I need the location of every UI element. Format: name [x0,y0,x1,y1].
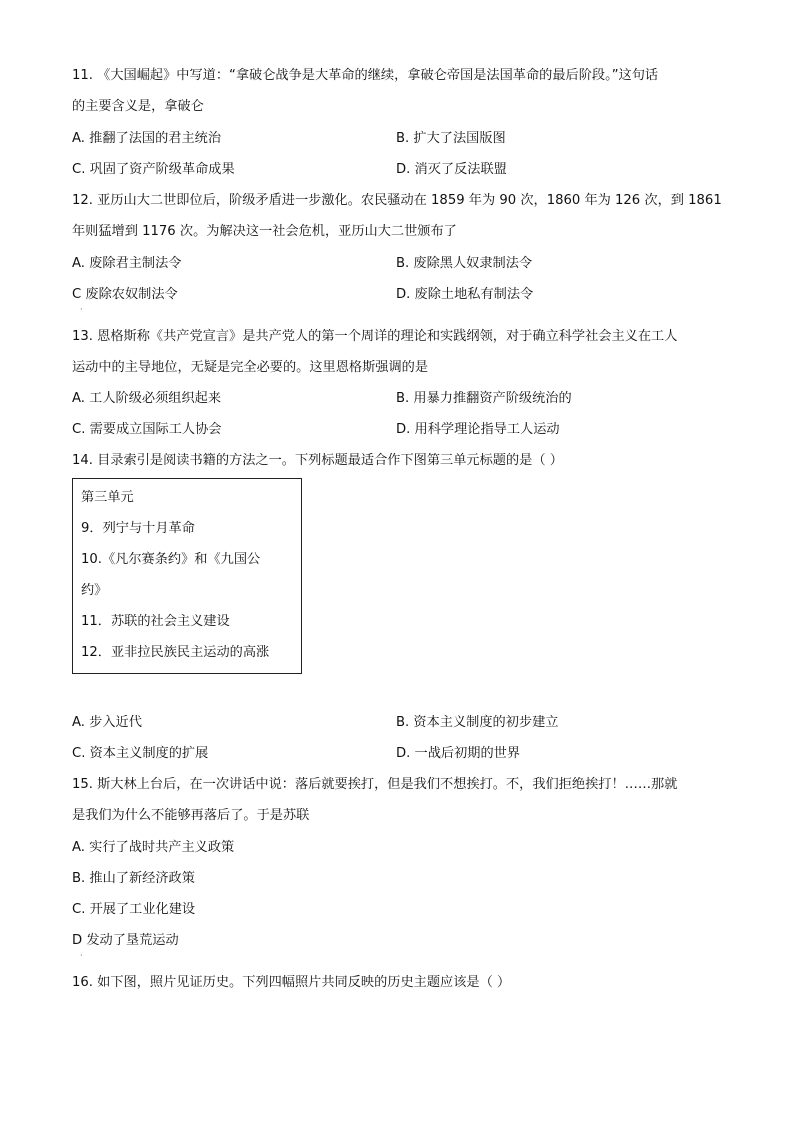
toc-item-10: 10.《凡尔赛条约》和《九国公 [81,552,261,567]
q12-option-c: C 废除农奴制法令 [72,287,178,302]
stray-dot-mark: · [80,951,83,960]
q12-stem-line-1: 12. 亚历山大二世即位后，阶级矛盾进一步激化。农民骚动在 1859 年为 90 次，1860 年为 126 次，到 1861 [72,193,722,208]
q14-option-c: C. 资本主义制度的扩展 [72,746,209,761]
q13-option-b: B. 用暴力推翻资产阶级统治的 [396,391,572,406]
q16-stem-line-1: 16. 如下图，照片见证历史。下列四幅照片共同反映的历史主题应该是（ ） [72,975,511,990]
q12-option-a: A. 废除君主制法令 [72,256,182,271]
q15-option-a: A. 实行了战时共产主义政策 [72,840,235,855]
q13-option-a: A. 工人阶级必须组织起来 [72,391,222,406]
toc-item-12: 12．亚非拉民族民主运动的高涨 [81,645,270,660]
q11-stem-line-2: 的主要含义是，拿破仑 [72,99,204,114]
q12-option-b: B. 废除黑人奴隶制法令 [396,256,533,271]
q13-option-c: C. 需要成立国际工人协会 [72,422,222,437]
q14-option-d: D. 一战后初期的世界 [396,746,521,761]
q15-stem-line-2: 是我们为什么不能够再落后了。于是苏联 [72,808,310,823]
q15-option-d: D 发动了垦荒运动 [72,933,179,948]
q13-option-d: D. 用科学理论指导工人运动 [396,422,560,437]
q14-option-b: B. 资本主义制度的初步建立 [396,715,559,730]
q11-option-b: B. 扩大了法国版图 [396,131,506,146]
q15-stem-line-1: 15. 斯大林上台后，在一次讲话中说：落后就要挨打，但是我们不想挨打。不，我们拒绝挨打！……那就 [72,777,678,792]
stray-dot-mark: · [80,305,83,314]
q11-option-d: D. 消灭了反法联盟 [396,162,507,177]
q14-stem-line-1: 14. 目录索引是阅读书籍的方法之一。下列标题最适合作下图第三单元标题的是（ ） [72,453,563,468]
q11-option-c: C. 巩固了资产阶级革命成果 [72,162,235,177]
q11-option-a: A. 推翻了法国的君主统治 [72,131,222,146]
toc-item-10-cont: 约》 [81,583,108,598]
q13-stem-line-1: 13. 恩格斯称《共产党宣言》是共产党人的第一个周详的理论和实践纲领，对于确立科学社会主义在工人 [72,329,678,344]
q11-stem-line-1: 11. 《大国崛起》中写道：“拿破仑战争是大革命的继续，拿破仑帝国是法国革命的最后阶段。”这句话 [72,68,659,83]
toc-item-9: 9．列宁与十月革命 [81,521,195,536]
table-of-contents-box [72,478,302,674]
toc-unit-title: 第三单元 [81,490,134,505]
q12-option-d: D. 废除土地私有制法令 [396,287,534,302]
q13-stem-line-2: 运动中的主导地位，无疑是完全必要的。这里恩格斯强调的是 [72,360,429,375]
q12-stem-line-2: 年则猛增到 1176 次。为解决这一社会危机，亚历山大二世颁布了 [72,224,457,239]
q15-option-b: B. 推山了新经济政策 [72,871,195,886]
q14-option-a: A. 步入近代 [72,715,142,730]
toc-item-11: 11．苏联的社会主义建设 [81,614,230,629]
q15-option-c: C. 开展了工业化建设 [72,902,196,917]
